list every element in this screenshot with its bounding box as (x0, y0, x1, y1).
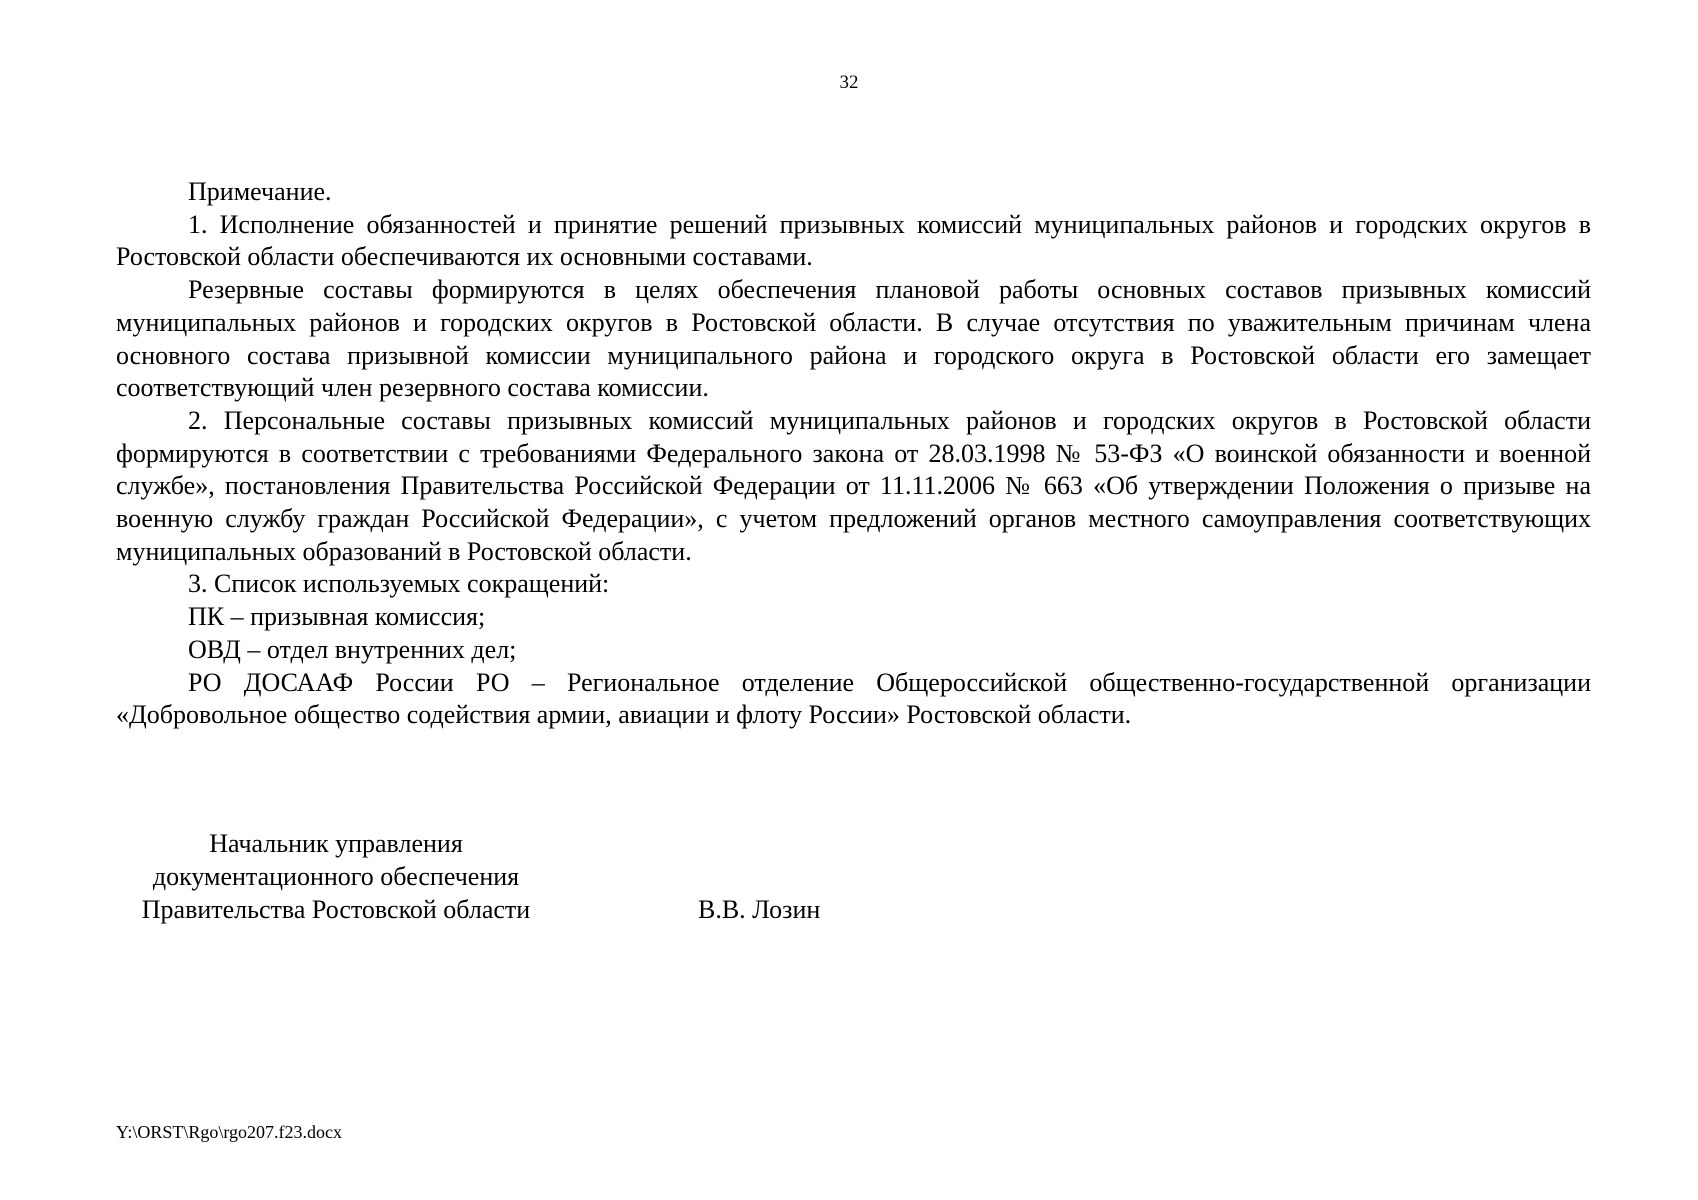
note-paragraph-2: Резервные составы формируются в целях обеспечения плановой работы основных составов призывных комиссий муниципальных районов и городских округов в Ростовской области. В случае отсутствия по уважительным причинам члена основного состава призывной комиссии муниципального района и городского округа в Ростовской области его замещает соответствующий член резервного состава комиссии. (116, 275, 1591, 403)
signatory-position-line-3: Правительства Ростовской области (141, 895, 531, 924)
signatory-position-line-1: Начальник управления (209, 829, 463, 858)
signatory-name: В.В. Лозин (698, 895, 821, 924)
page-number: 32 (839, 72, 859, 93)
signatory-position-line-2: документационного обеспечения (152, 862, 520, 891)
note-heading: Примечание. (188, 177, 332, 206)
abbreviations-heading: 3. Список используемых сокращений: (188, 569, 610, 599)
note-section (116, 176, 1591, 732)
file-path-footer: Y:\ORST\Rgo\rgo207.f23.docx (116, 1122, 343, 1142)
abbreviation-ovd: ОВД – отдел внутренних дел; (188, 634, 517, 664)
note-paragraph-1: 1. Исполнение обязанностей и принятие решений призывных комиссий муниципальных районов и городских округов в Ростовской области обеспечиваются их основными составами. (116, 209, 1591, 272)
abbreviation-pk: ПК – призывная комиссия; (188, 602, 486, 632)
note-paragraph-3: 2. Персональные составы призывных комиссий муниципальных районов и городских округов в Ростовской области формируются в соответствии с требованиями Федерального закона от 28.03.1998 № 53-ФЗ «О воинской обязанности и военной службе», постановления Правительства Российской Федерации от 11.11.2006 № 663 «Об утверждении Положения о призыве на военную службу граждан Российской Федерации», с учетом предложений органов местного самоуправления соответствующих муниципальных образований в Ростовской области. (116, 405, 1591, 566)
signatory-position (116, 827, 556, 926)
abbreviation-dosaaf: РО ДОСААФ России РО – Региональное отделение Общероссийской общественно-государственной организации «Добровольное общество содействия армии, авиации и флоту России» Ростовской области. (116, 667, 1591, 730)
